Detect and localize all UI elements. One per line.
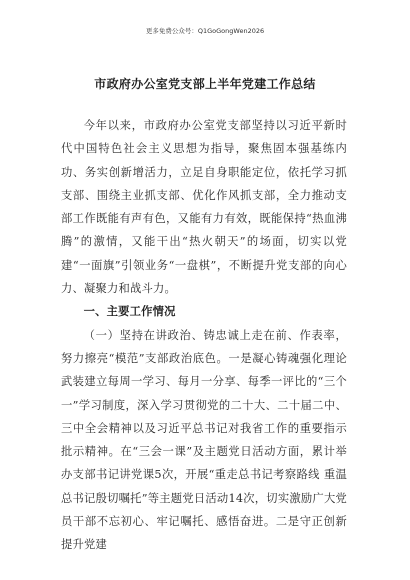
header-note: 更多免费公众号：Q1GoGongWen2026	[145, 27, 265, 35]
section-paragraph: （一）坚持在讲政治、铸忠诚上走在前、作表率，努力擦亮“模范”支部政治底色。一是凝心铸魂强化理论武装建立每周一学习、每月一分享、每季一评比的“三个一”学习制度，深入学习贯彻党的二十大、二十届二中、三中全会精神以及习近平总书记对我省工作的重要指示批示精神。在“三会一课”及主题党日活动方面，累计举办支部书记讲党课5次，开展“重走总书记考察路线 重温总书记殷切嘱托”等主题党日活动14次，切实激励广大党员干部不忘初心、牢记嘱托、感悟奋进。二是守正创新提升党建	[61, 328, 347, 552]
document-body	[61, 114, 347, 557]
document-title: 市政府办公室党支部上半年党建工作总结	[94, 77, 316, 91]
intro-paragraph: 今年以来，市政府办公室党支部坚持以习近平新时代中国特色社会主义思想为指导，聚焦固本强基练内功、务实创新增活力，立足自身职能定位，依托学习抓支部、围绕主业抓支部、优化作风抓支部，全力推动支部工作既能有声有色，又能有力有效，既能保持“热血沸腾”的激情，又能干出“热火朝天”的场面，切实以党建“一面旗”引领业务“一盘棋”，不断提升党支部的向心力、凝聚力和战斗力。	[61, 119, 347, 296]
section-heading: 一、主要工作情况	[83, 304, 176, 319]
